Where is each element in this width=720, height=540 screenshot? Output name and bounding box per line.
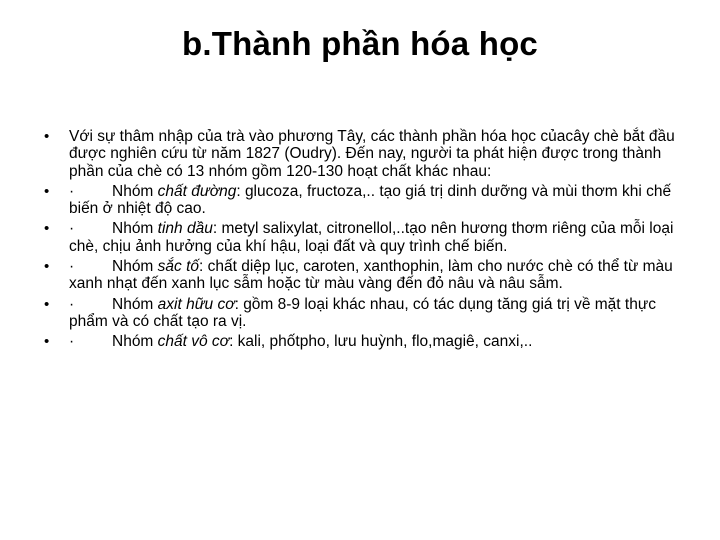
intro-paragraph [44, 128, 690, 180]
item-text: : chất diệp lục, caroten, xanthophin, làm cho nước chè có thể từ màu xanh nhạt đến xanh lục sẫm hoặc từ màu vàng đến đỏ nâu và nâu sẫm. [69, 258, 673, 293]
item-prefix: Nhóm [112, 295, 158, 313]
bullet-list [44, 128, 690, 354]
bullet-icon: • [44, 220, 50, 238]
item-marker: · [69, 258, 75, 276]
list-item [44, 296, 690, 331]
item-term: chất đường [157, 182, 237, 200]
item-term: axit hữu cơ [157, 295, 235, 313]
bullet-icon: • [44, 258, 50, 276]
list-item [44, 183, 690, 218]
item-term: tinh dầu [157, 220, 213, 238]
slide-title: b.Thành phần hóa học [182, 25, 538, 62]
intro-text: Với sự thâm nhập của trà vào phương Tây, các thành phần hóa học củacây chè bắt đầu được nghiên cứu từ năm 1827 (Oudry). Đến nay, người ta phát hiện được trong thành phần của chè có 13 nhóm gồm 120-130 hoạt chất khác nhau: [69, 128, 675, 180]
bullet-icon: • [44, 295, 50, 313]
item-term: chất vô cơ [157, 333, 230, 351]
item-prefix: Nhóm [112, 333, 158, 351]
list-item [44, 220, 690, 255]
item-marker: · [69, 295, 75, 313]
bullet-icon: • [44, 182, 50, 200]
item-text: : gồm 8-9 loại khác nhau, có tác dụng tăng giá trị về mặt thực phẩm và có chất tạo ra vị. [69, 295, 656, 330]
list-item [44, 333, 690, 350]
item-marker: · [69, 333, 75, 351]
item-prefix: Nhóm [112, 258, 158, 276]
list-item [44, 258, 690, 293]
bullet-icon: • [44, 128, 50, 145]
item-prefix: Nhóm [112, 220, 158, 238]
item-text: : glucoza, fructoza,.. tạo giá trị dinh dưỡng và mùi thơm khi chế biến ở nhiệt độ cao. [69, 182, 672, 218]
item-term: sắc tố [157, 258, 200, 276]
bullet-icon: • [44, 333, 50, 351]
item-marker: · [69, 182, 75, 200]
item-prefix: Nhóm [112, 182, 158, 200]
item-text: : kali, phốtpho, lưu huỳnh, flo,magiê, canxi,.. [229, 333, 533, 351]
item-text: : metyl salixylat, citronellol,..tạo nên hương thơm riêng của mỗi loại chè, chịu ảnh hưởng của khí hậu, loại đất và quy trình chế biến. [69, 220, 674, 255]
item-marker: · [69, 220, 75, 238]
